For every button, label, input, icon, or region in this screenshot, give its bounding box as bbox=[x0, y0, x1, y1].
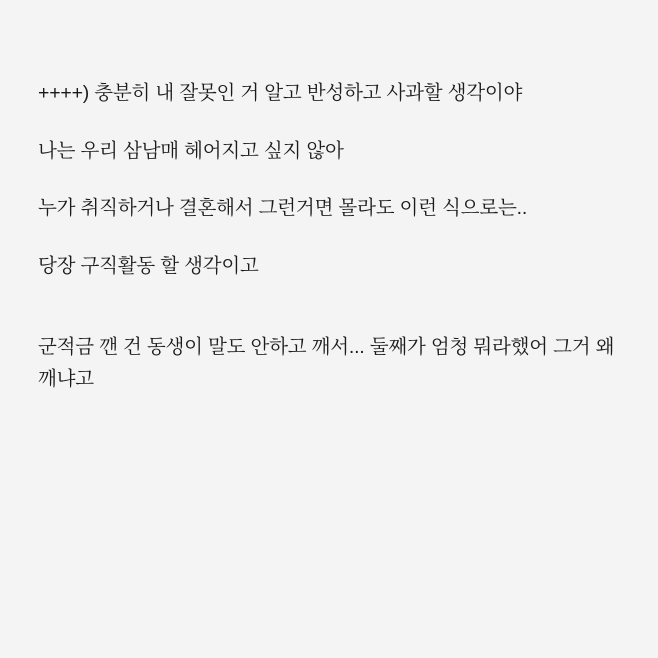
paragraph-spacer bbox=[38, 167, 620, 193]
paragraph-3: 누가 취직하거나 결혼해서 그런거면 몰라도 이런 식으로는.. bbox=[38, 197, 528, 220]
paragraph-spacer bbox=[38, 110, 620, 136]
post-text-body bbox=[38, 78, 620, 395]
paragraph-2: 나는 우리 삼남매 헤어지고 싶지 않아 bbox=[38, 139, 344, 162]
paragraph-spacer bbox=[38, 225, 620, 251]
paragraph-5: 군적금 깬 건 동생이 말도 안하고 깨서... 둘째가 엄청 뭐라했어 그거 왜 깨냐고 bbox=[38, 336, 620, 390]
paragraph-1: ++++) 충분히 내 잘못인 거 알고 반성하고 사과할 생각이야 bbox=[38, 82, 523, 104]
paragraph-4: 당장 구직활동 할 생각이고 bbox=[38, 254, 259, 277]
paragraph-spacer-large bbox=[38, 282, 620, 332]
